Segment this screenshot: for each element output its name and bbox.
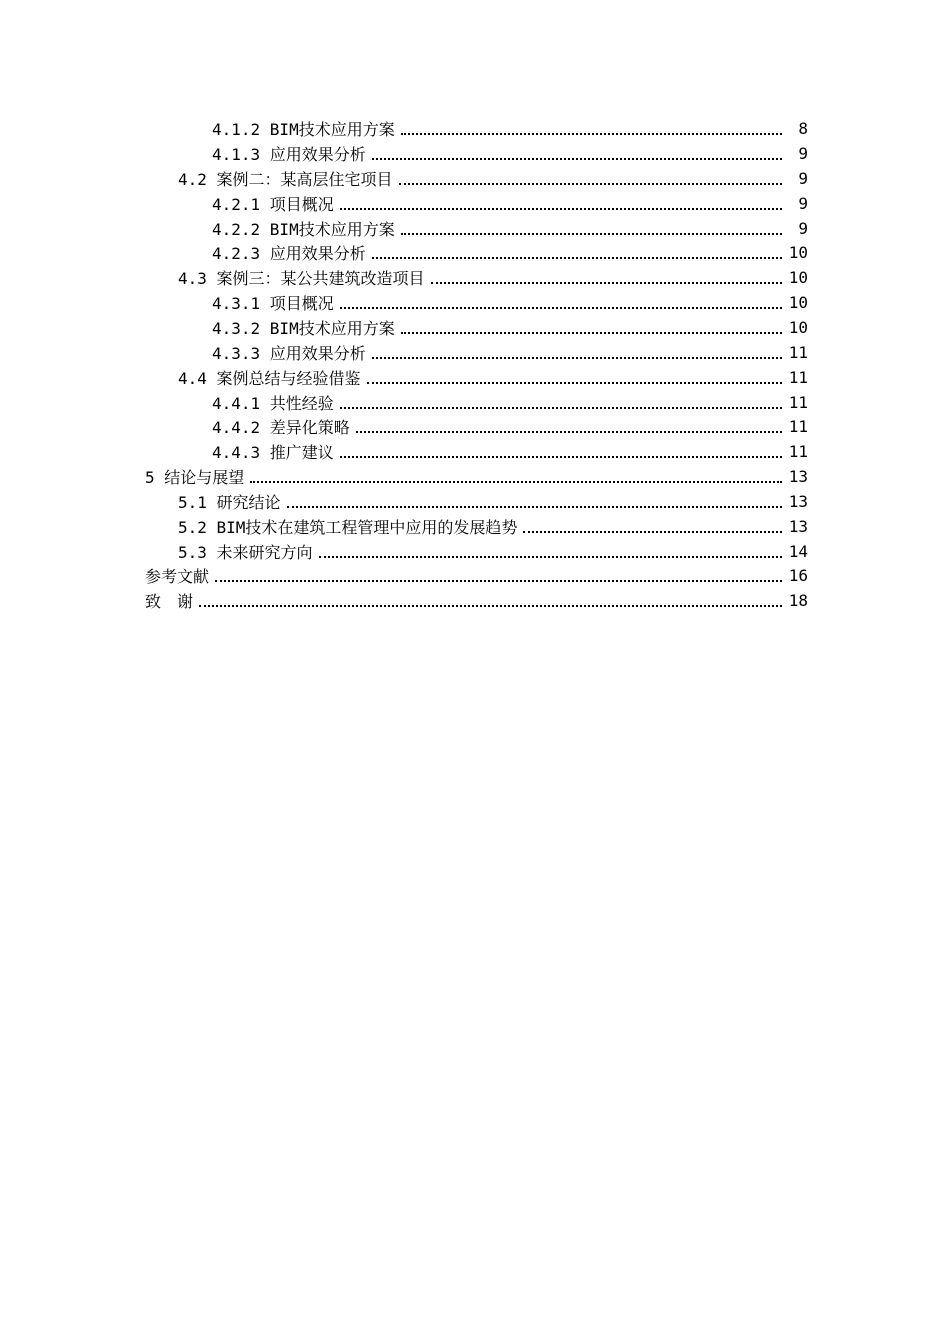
toc-entry-title: 4.3.3 应用效果分析 — [212, 344, 366, 363]
toc-leader-dots — [431, 282, 782, 284]
toc-leader-dots — [356, 431, 782, 433]
toc-entry-title: 4.1.3 应用效果分析 — [212, 145, 366, 164]
toc-entry-page: 16 — [788, 566, 808, 585]
toc-entry-page: 9 — [798, 169, 808, 188]
toc-entry-page: 13 — [788, 467, 808, 486]
toc-leader-dots — [319, 556, 782, 558]
toc-leader-dots — [199, 605, 782, 607]
toc-entry[interactable] — [178, 539, 808, 564]
toc-entry-title: 4.2.3 应用效果分析 — [212, 244, 366, 263]
toc-entry-page: 10 — [788, 268, 808, 287]
toc-entry[interactable] — [212, 315, 808, 340]
toc-entry-title: 5.1 研究结论 — [178, 493, 281, 512]
toc-entry-page: 10 — [788, 293, 808, 312]
toc-entry-title: 4.4.1 共性经验 — [212, 394, 334, 413]
toc-leader-dots — [287, 506, 782, 508]
toc-entry-title: 4.2.1 项目概况 — [212, 195, 334, 214]
toc-leader-dots — [340, 407, 782, 409]
toc-entry[interactable] — [212, 414, 808, 439]
toc-entry[interactable] — [212, 116, 808, 141]
toc-entry[interactable] — [178, 514, 808, 539]
toc-entry[interactable] — [178, 166, 808, 191]
toc-entry-title: 5.3 未来研究方向 — [178, 543, 313, 562]
toc-leader-dots — [340, 307, 782, 309]
toc-leader-dots — [401, 332, 782, 334]
toc-entry[interactable] — [212, 216, 808, 241]
toc-leader-dots — [215, 580, 782, 582]
toc-entry-title: 4.3.2 BIM技术应用方案 — [212, 319, 395, 338]
toc-entry-title: 4.4.3 推广建议 — [212, 443, 334, 462]
toc-entry-title: 4.2.2 BIM技术应用方案 — [212, 220, 395, 239]
toc-leader-dots — [401, 233, 782, 235]
toc-entry-title: 4.3 案例三：某公共建筑改造项目 — [178, 269, 425, 288]
toc-entry-page: 9 — [798, 194, 808, 213]
toc-leader-dots — [372, 158, 782, 160]
toc-entry[interactable] — [212, 240, 808, 265]
toc-entry[interactable] — [212, 191, 808, 216]
toc-entry-title: 参考文献 — [145, 567, 210, 586]
toc-entry-page: 11 — [788, 442, 808, 461]
toc-entry[interactable] — [212, 141, 808, 166]
toc-entry[interactable] — [212, 340, 808, 365]
toc-entry-title: 4.4.2 差异化策略 — [212, 418, 350, 437]
toc-leader-dots — [340, 456, 782, 458]
toc-leader-dots — [340, 208, 782, 210]
toc-leader-dots — [401, 133, 782, 135]
toc-entry-page: 13 — [788, 492, 808, 511]
toc-entry-page: 11 — [788, 393, 808, 412]
toc-entry-page: 18 — [788, 591, 808, 610]
toc-entry-page: 14 — [788, 542, 808, 561]
toc-entry[interactable] — [145, 464, 808, 489]
toc-entry[interactable] — [212, 390, 808, 415]
toc-entry-page: 10 — [788, 318, 808, 337]
toc-leader-dots — [399, 183, 782, 185]
toc-entry[interactable] — [178, 265, 808, 290]
toc-entry[interactable] — [212, 439, 808, 464]
toc-entry-title: 4.2 案例二：某高层住宅项目 — [178, 170, 393, 189]
toc-entry[interactable] — [145, 588, 808, 613]
toc-entry-title: 4.1.2 BIM技术应用方案 — [212, 120, 395, 139]
toc-entry[interactable] — [212, 290, 808, 315]
toc-entry-page: 8 — [798, 119, 808, 138]
toc-entry-title: 4.4 案例总结与经验借鉴 — [178, 369, 361, 388]
toc-leader-dots — [523, 531, 782, 533]
toc-leader-dots — [250, 481, 782, 483]
toc-entry-page: 9 — [798, 144, 808, 163]
toc-entry-page: 9 — [798, 219, 808, 238]
toc-entry-title: 5 结论与展望 — [145, 468, 245, 487]
toc-entry-page: 11 — [788, 343, 808, 362]
toc-entry[interactable] — [178, 489, 808, 514]
toc-entry-page: 11 — [788, 417, 808, 436]
toc-entry-title: 4.3.1 项目概况 — [212, 294, 334, 313]
toc-entry-page: 11 — [788, 368, 808, 387]
toc-entry-page: 10 — [788, 243, 808, 262]
toc-entry[interactable] — [178, 365, 808, 390]
toc-leader-dots — [372, 357, 782, 359]
toc-entry[interactable] — [145, 563, 808, 588]
toc-leader-dots — [367, 382, 782, 384]
toc-entry-title: 致 谢 — [145, 592, 194, 611]
toc-leader-dots — [372, 257, 782, 259]
toc-entry-page: 13 — [788, 517, 808, 536]
toc-entry-title: 5.2 BIM技术在建筑工程管理中应用的发展趋势 — [178, 518, 518, 537]
